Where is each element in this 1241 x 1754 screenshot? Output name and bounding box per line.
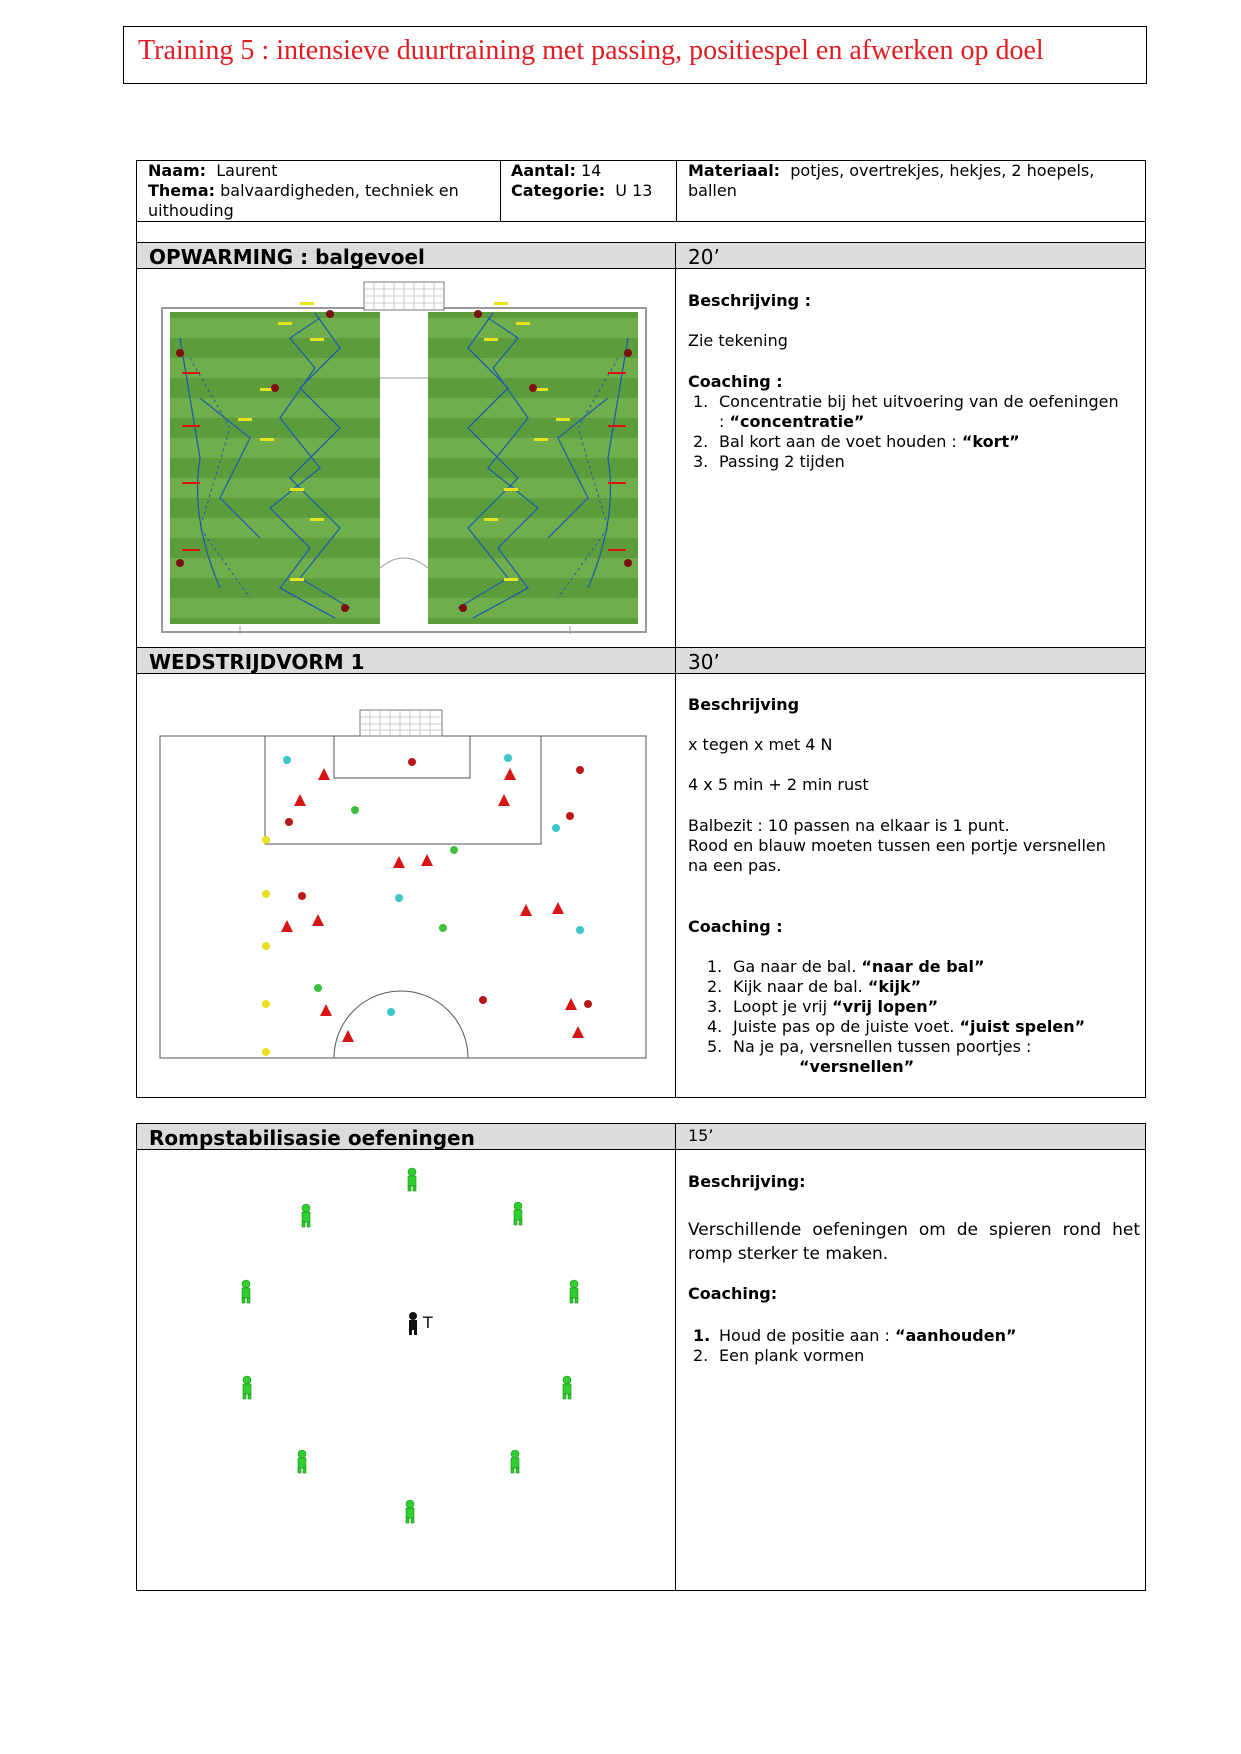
section2-line2: 4 x 5 min + 2 min rust — [688, 775, 869, 794]
materiaal-value-1: potjes, overtrekjes, hekjes, 2 hoepels, — [790, 161, 1095, 180]
section3-beschrijving-text: Verschillende oefeningen om de spieren rond het romp sterker te maken. — [688, 1220, 1140, 1264]
section2-line5: na een pas. — [688, 856, 782, 875]
coaching-keyword: “concentratie” — [729, 412, 865, 431]
section1-header-left — [136, 242, 676, 269]
coaching-keyword: “kijk” — [867, 977, 922, 996]
materiaal-label: Materiaal: — [688, 161, 781, 180]
section3-header-left — [136, 1123, 676, 1150]
warmup-drill-diagram — [160, 278, 648, 634]
coaching-text: Loopt je vrij — [733, 997, 833, 1016]
coaching-keyword: “aanhouden” — [894, 1326, 1017, 1345]
aantal-label: Aantal: — [511, 161, 576, 180]
aantal-value: 14 — [581, 161, 602, 180]
list-number: 2. — [693, 1346, 709, 1365]
title-box — [123, 26, 1147, 84]
coaching-prefix: : — [719, 412, 730, 431]
section3-body-right — [675, 1149, 1146, 1591]
list-number: 2. — [693, 432, 709, 451]
core-stability-diagram — [230, 1158, 600, 1528]
naam-row — [148, 161, 278, 181]
coaching-text: Een plank vormen — [719, 1346, 865, 1365]
coaching-keyword: “kort” — [961, 432, 1020, 451]
section2-line4: Rood en blauw moeten tussen een portje versnellen — [688, 836, 1106, 855]
naam-value: Laurent — [216, 161, 278, 180]
section1-coaching-label: Coaching : — [688, 372, 783, 391]
section3-title: Rompstabilisasie oefeningen — [149, 1126, 475, 1150]
thema-row — [148, 181, 459, 201]
section2-coaching-item-5 — [707, 1037, 1127, 1077]
coaching-text: Juiste pas op de juiste voet. — [733, 1017, 960, 1036]
section3-duration: 15’ — [688, 1126, 714, 1145]
thema-value-1: balvaardigheden, techniek en — [220, 181, 459, 200]
coaching-keyword: “naar de bal” — [861, 957, 985, 976]
section1-duration: 20’ — [688, 245, 720, 269]
section2-header-right — [675, 647, 1146, 674]
categorie-row — [511, 181, 652, 201]
section3-beschrijving-label: Beschrijving: — [688, 1172, 806, 1191]
section1-title: OPWARMING : balgevoel — [149, 245, 425, 269]
thema-value-2: uithouding — [148, 201, 234, 220]
match-form-diagram — [150, 700, 660, 1070]
list-number: 1. — [693, 1326, 711, 1345]
section3-coaching-label: Coaching: — [688, 1284, 778, 1303]
section1-header-right — [675, 242, 1146, 269]
list-number: 2. — [707, 977, 723, 996]
section3-header-right — [675, 1123, 1146, 1150]
section2-beschrijving-label: Beschrijving — [688, 695, 800, 714]
section2-line1: x tegen x met 4 N — [688, 735, 833, 754]
coaching-keyword: “versnellen” — [799, 1057, 915, 1076]
coaching-text: Concentratie bij het uitvoering van de oefeningen — [719, 392, 1119, 411]
materiaal-row — [688, 161, 1094, 181]
materiaal-value-2: ballen — [688, 181, 737, 200]
section2-coaching-label: Coaching : — [688, 917, 783, 936]
list-number: 1. — [707, 957, 723, 976]
coaching-text: Bal kort aan de voet houden : — [719, 432, 962, 451]
list-number: 5. — [707, 1037, 723, 1056]
coaching-text: Kijk naar de bal. — [733, 977, 868, 996]
section1-beschrijving-label: Beschrijving : — [688, 291, 812, 310]
section2-line3: Balbezit : 10 passen na elkaar is 1 punt. — [688, 816, 1010, 835]
info-spacer-row — [136, 221, 1146, 243]
naam-label: Naam: — [148, 161, 207, 180]
trainer-label: T — [423, 1313, 433, 1332]
list-number: 3. — [693, 452, 709, 471]
list-number: 1. — [693, 392, 709, 411]
section2-header-left — [136, 647, 676, 674]
section1-coaching-item-1 — [693, 392, 1133, 432]
coaching-keyword: “juist spelen” — [959, 1017, 1086, 1036]
categorie-value: U 13 — [615, 181, 653, 200]
page-title: Training 5 : intensieve duurtraining met passing, positiespel en afwerken op doel — [138, 35, 1044, 66]
coaching-keyword: “vrij lopen” — [832, 997, 939, 1016]
coaching-text: Ga naar de bal. — [733, 957, 862, 976]
list-number: 3. — [707, 997, 723, 1016]
section2-duration: 30’ — [688, 650, 720, 674]
coaching-text: Na je pa, versnellen tussen poortjes : — [733, 1037, 1032, 1056]
section1-beschrijving-text: Zie tekening — [688, 331, 788, 350]
list-number: 4. — [707, 1017, 723, 1036]
aantal-row — [511, 161, 601, 181]
coaching-text: Houd de positie aan : — [719, 1326, 895, 1345]
thema-label: Thema: — [148, 181, 216, 200]
section2-title: WEDSTRIJDVORM 1 — [149, 650, 365, 674]
categorie-label: Categorie: — [511, 181, 606, 200]
coaching-text: Passing 2 tijden — [719, 452, 845, 471]
